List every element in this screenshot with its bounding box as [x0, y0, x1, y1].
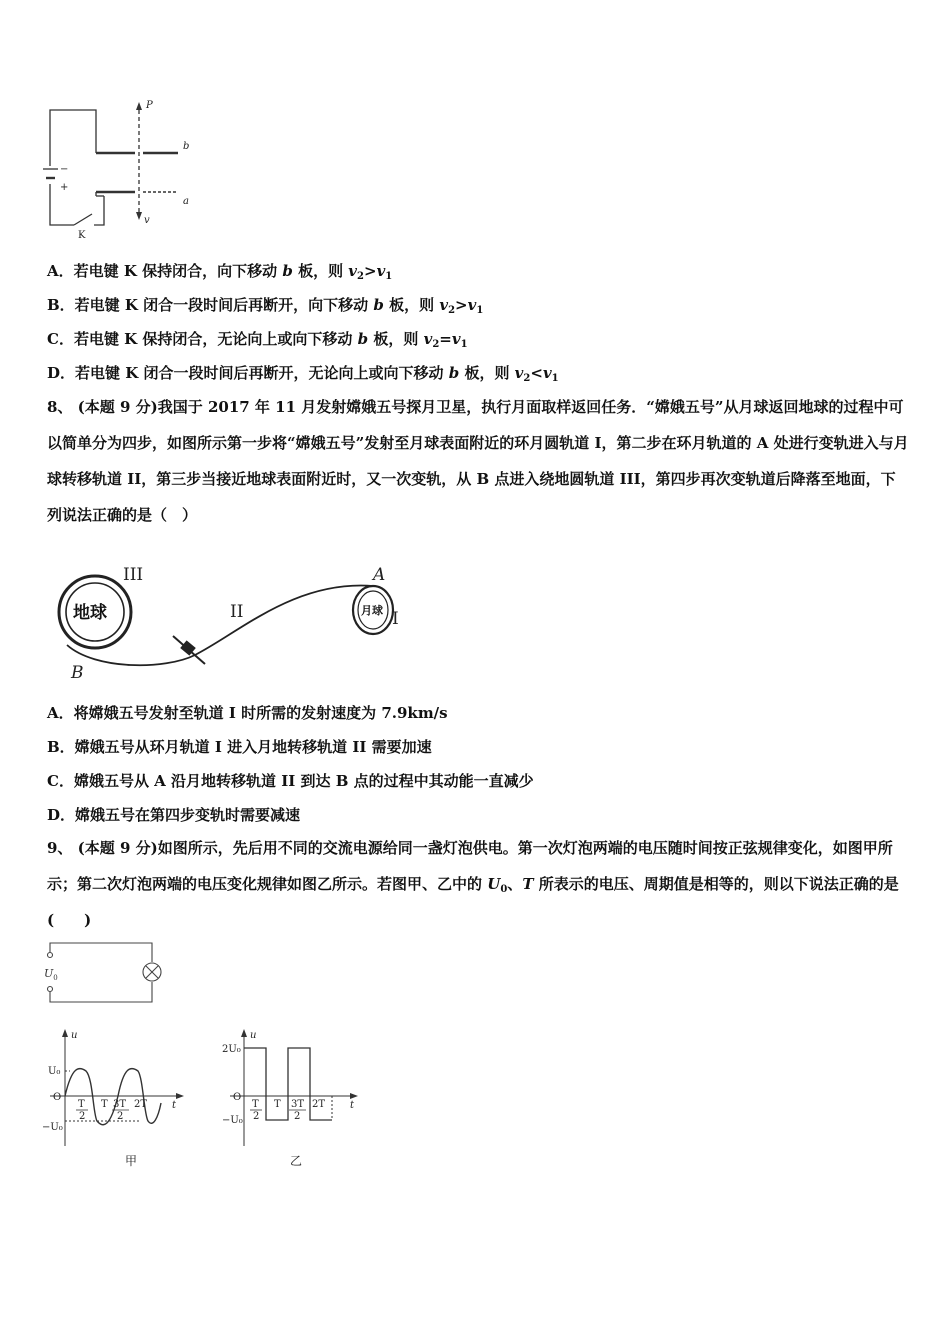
label-v: v — [144, 215, 150, 226]
q7-option-b[interactable]: B．若电键 K 闭合一段时间后再断开，向下移动 b 板，则 $v_2>v_1$ — [47, 296, 484, 316]
q8-option-a[interactable]: A．将嫦娥五号发射至轨道 I 时所需的发射速度为 7.9km/s — [47, 704, 448, 722]
label-orbit-1: I — [392, 609, 399, 629]
label-b: b — [183, 141, 190, 152]
jia-u0: U₀ — [48, 1066, 61, 1077]
jia-tick-t: T — [101, 1099, 108, 1110]
label-a: a — [183, 196, 189, 207]
q7-option-d[interactable]: D．若电键 K 闭合一段时间后再断开，无论向上或向下移动 b 板，则 $v_2<v_1$ — [47, 364, 559, 384]
label-point-a: A — [373, 565, 386, 585]
lamp-circuit-figure — [40, 940, 165, 1008]
label-point-b: B — [71, 663, 84, 683]
jia-axis-t: t — [172, 1100, 177, 1111]
label-orbit-3: III — [123, 565, 144, 585]
q8-option-b[interactable]: B．嫦娥五号从环月轨道 I 进入月地转移轨道 II 需要加速 — [47, 738, 432, 756]
q8-option-d[interactable]: D．嫦娥五号在第四步变轨时需要减速 — [47, 806, 301, 824]
jia-half-2: 2 — [79, 1111, 86, 1122]
yi-origin: O — [233, 1092, 242, 1103]
yi-half-t: T — [252, 1099, 259, 1110]
yi-neg-u0: −U₀ — [222, 1115, 243, 1126]
jia-caption: 甲 — [125, 1154, 138, 1168]
q8-option-c[interactable]: C．嫦娥五号从 A 沿月地转移轨道 II 到达 B 点的过程中其动能一直减少 — [47, 772, 534, 790]
yi-2u0: 2U₀ — [222, 1044, 241, 1055]
jia-axis-u: u — [71, 1030, 78, 1041]
yi-caption: 乙 — [290, 1154, 303, 1168]
jia-tick-3t-2: 2 — [117, 1111, 124, 1122]
label-k: K — [78, 230, 86, 240]
yi-axis-t: t — [350, 1100, 355, 1111]
graph-yi — [222, 1028, 372, 1178]
q9-stem: 9、 (本题 9 分)如图所示，先后用不同的交流电源给同一盏灯泡供电。第一次灯泡两端的电压随时间按正弦规律变化，如图甲所示；第二次灯泡两端的电压变化规律如图乙所示。若图甲、乙中的 $U_0$、T 所表示的电压、周期值是相等的，则以下说法正确的是( ) — [47, 839, 899, 929]
yi-tick-3t-2: 2 — [294, 1111, 301, 1122]
label-plus: + — [60, 182, 69, 193]
label-p: P — [146, 100, 153, 111]
orbit-figure — [55, 560, 415, 685]
yi-tick-t: T — [274, 1099, 281, 1110]
jia-half-t: T — [78, 1099, 85, 1110]
yi-axis-u: u — [250, 1030, 257, 1041]
jia-tick-3t: 3T — [113, 1099, 127, 1110]
q8-stem: 8、 (本题 9 分)我国于 2017 年 11 月发射嫦娥五号探月卫星，执行月面取样返回任务．“嫦娥五号”从月球返回地球的过程中可以简单分为四步，如图所示第一步将“嫦娥五号”发射至月球表面附近的环月圆轨道 I，第二步在环月轨道的 A 处进行变轨进入与月球转移轨道 II，第三步当接近地球表面附近时，又一次变轨，从 B 点进入绕地圆轨道 III，第四步再次变轨道后降落至地面，下列说法正确的是（ ） — [47, 398, 909, 524]
yi-tick-3t: 3T — [291, 1099, 305, 1110]
jia-tick-2t: 2T — [134, 1099, 148, 1110]
capacitor-circuit-figure — [40, 98, 200, 240]
circuit-u-label: $U_0$ — [44, 967, 58, 982]
yi-tick-2t: 2T — [312, 1099, 326, 1110]
label-moon: 月球 — [361, 604, 383, 617]
jia-neg-u0: −U₀ — [42, 1122, 63, 1133]
label-minus: − — [60, 164, 69, 175]
q7-option-c[interactable]: C．若电键 K 保持闭合，无论向上或向下移动 b 板，则 $v_2=v_1$ — [47, 330, 468, 350]
yi-half-2: 2 — [253, 1111, 260, 1122]
label-earth: 地球 — [73, 603, 107, 623]
jia-origin: O — [53, 1092, 62, 1103]
label-orbit-2: II — [230, 602, 244, 622]
q7-option-a[interactable]: A．若电键 K 保持闭合，向下移动 b 板，则 $v_2>v_1$ — [47, 262, 393, 282]
graph-jia — [40, 1028, 190, 1178]
